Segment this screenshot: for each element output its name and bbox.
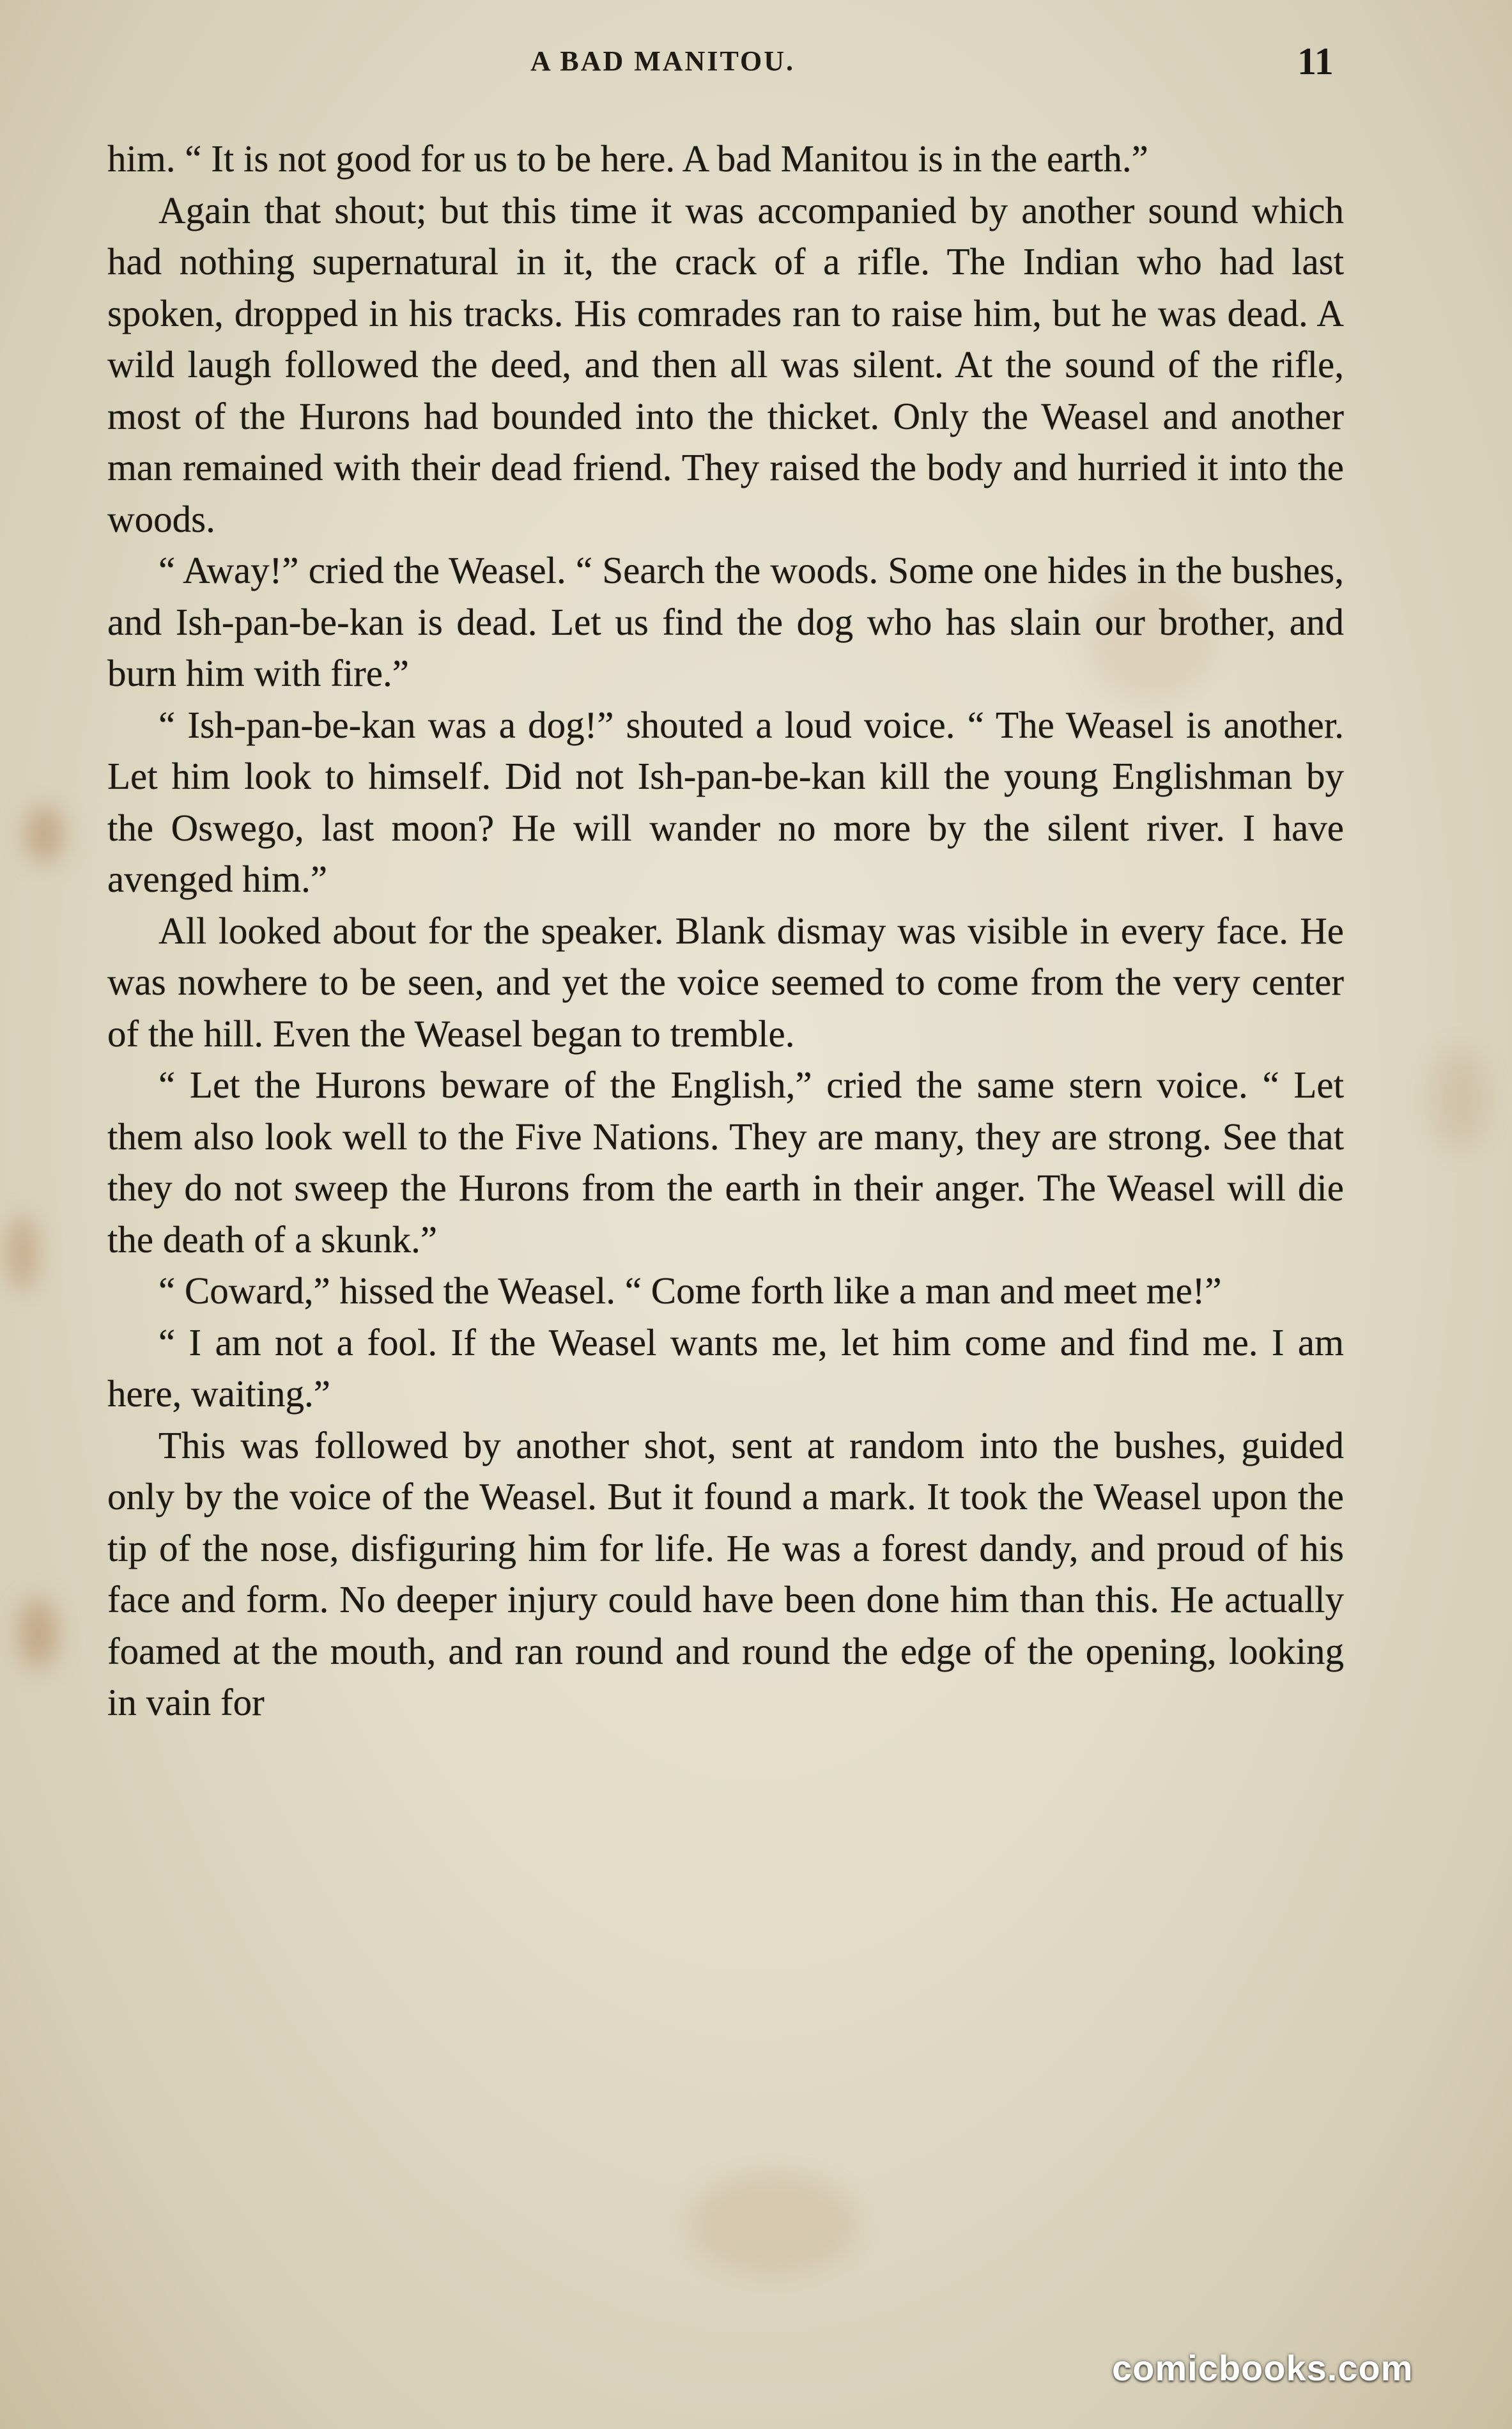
paragraph: Again that shout; but this time it was accompanied by another sound which had nothing supernatural in it, the crack of a rifle. The Indian who had last spoken, dropped in his tracks. His comrades ran to raise him, but he was dead. A wild laugh followed the deed, and then all was silent. At the sound of the rifle, most of the Hurons had bounded into the thicket. Only the Weasel and another man remained with their dead friend. They raised the body and hurried it into the woods. [107, 189, 1344, 540]
body-text [107, 133, 1344, 1728]
watermark: comicbooks.com [1112, 2348, 1414, 2388]
running-head [0, 40, 1512, 84]
page-number: 11 [1297, 40, 1334, 82]
paragraph: “ Let the Hurons beware of the English,” cried the same stern voice. “ Let them also look well to the Five Nations. They are many, they are strong. See that they do not sweep the Hurons from the earth in their anger. The Weasel will die the death of a skunk.” [107, 1064, 1344, 1261]
paragraph: “ Away!” cried the Weasel. “ Search the woods. Some one hides in the bushes, and Ish-pan-be-kan is dead. Let us find the dog who has slain our brother, and burn him with fire.” [107, 549, 1344, 694]
page-stain [26, 805, 64, 863]
paragraph: “ I am not a fool. If the Weasel wants me, let him come and find me. I am here, waiting.” [107, 1321, 1344, 1415]
paragraph: This was followed by another shot, sent at random into the bushes, guided only by the voice of the Weasel. But it found a mark. It took the Weasel upon the tip of the nose, disfiguring him for life. He was a forest dandy, and proud of his face and form. No deeper injury could have been done him than this. He actually foamed at the mouth, and ran round and round the edge of the opening, looking in vain for [107, 1424, 1344, 1723]
page-stain [1431, 1048, 1489, 1151]
paragraph: “ Coward,” hissed the Weasel. “ Come forth like a man and meet me!” [158, 1269, 1222, 1312]
paragraph: him. “ It is not good for us to be here. A bad Manitou is in the earth.” [107, 137, 1148, 180]
paragraph: All looked about for the speaker. Blank dismay was visible in every face. He was nowhere to be seen, and yet the voice seemed to come from the very center of the hill. Even the Weasel began to tremble. [107, 909, 1344, 1055]
page-stain [690, 2173, 856, 2276]
paragraph: “ Ish-pan-be-kan was a dog!” shouted a loud voice. “ The Weasel is another. Let him look to himself. Did not Ish-pan-be-kan kill the young Englishman by the Oswego, last moon? He will wander no more by the silent river. I have avenged him.” [107, 703, 1344, 900]
page-stain [19, 1598, 58, 1668]
running-title: A BAD MANITOU. [530, 45, 796, 77]
page-stain [6, 1214, 38, 1291]
